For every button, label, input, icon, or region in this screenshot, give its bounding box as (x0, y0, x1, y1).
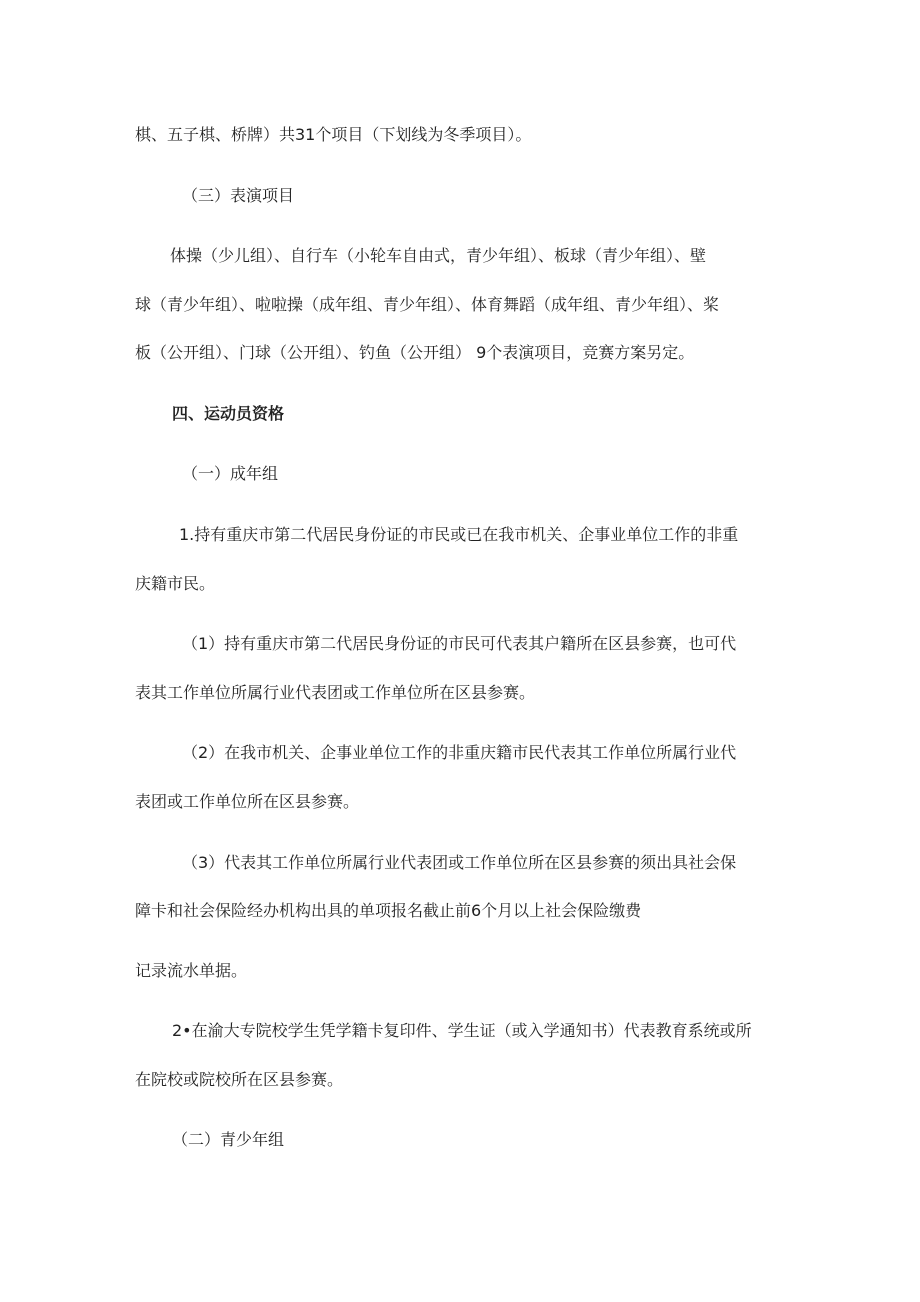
paragraph-line: 表其工作单位所属行业代表团或工作单位所在区县参赛。 (135, 683, 536, 702)
paragraph-line: 体操（少儿组）、自行车（小轮车自由式，青少年组）、板球（青少年组）、壁 (170, 246, 707, 265)
paragraph-line: 表团或工作单位所在区县参赛。 (135, 792, 360, 811)
paragraph-line: 1.持有重庆市第二代居民身份证的市民或已在我市机关、企事业单位工作的非重 (179, 525, 739, 544)
paragraph-line: （1）持有重庆市第二代居民身份证的市民可代表其户籍所在区县参赛，也可代 (182, 634, 737, 653)
paragraph-line: 板（公开组）、门球（公开组）、钓鱼（公开组） 9个表演项目，竞赛方案另定。 (135, 343, 695, 362)
paragraph-line: 庆籍市民。 (135, 574, 216, 593)
paragraph-line: 障卡和社会保险经办机构出具的单项报名截止前6个月以上社会保险缴费 (135, 901, 642, 920)
paragraph-line: 棋、五子棋、桥牌）共31个项目（下划线为冬季项目）。 (135, 125, 532, 144)
section-heading: 四、运动员资格 (172, 404, 285, 423)
paragraph-line: 记录流水单据。 (135, 961, 248, 980)
section-subheading: （一）成年组 (182, 464, 279, 483)
paragraph-line: （2）在我市机关、企事业单位工作的非重庆籍市民代表其工作单位所属行业代 (182, 743, 737, 762)
paragraph-line: 球（青少年组）、啦啦操（成年组、青少年组）、体育舞蹈（成年组、青少年组）、桨 (135, 295, 720, 314)
section-subheading: （三）表演项目 (182, 186, 295, 205)
paragraph-line: （3）代表其工作单位所属行业代表团或工作单位所在区县参赛的须出具社会保 (182, 853, 737, 872)
paragraph-line: 2•在渝大专院校学生凭学籍卡复印件、学生证（或入学通知书）代表教育系统或所 (172, 1021, 752, 1040)
section-subheading: （二）青少年组 (172, 1130, 285, 1149)
paragraph-line: 在院校或院校所在区县参赛。 (135, 1070, 344, 1089)
